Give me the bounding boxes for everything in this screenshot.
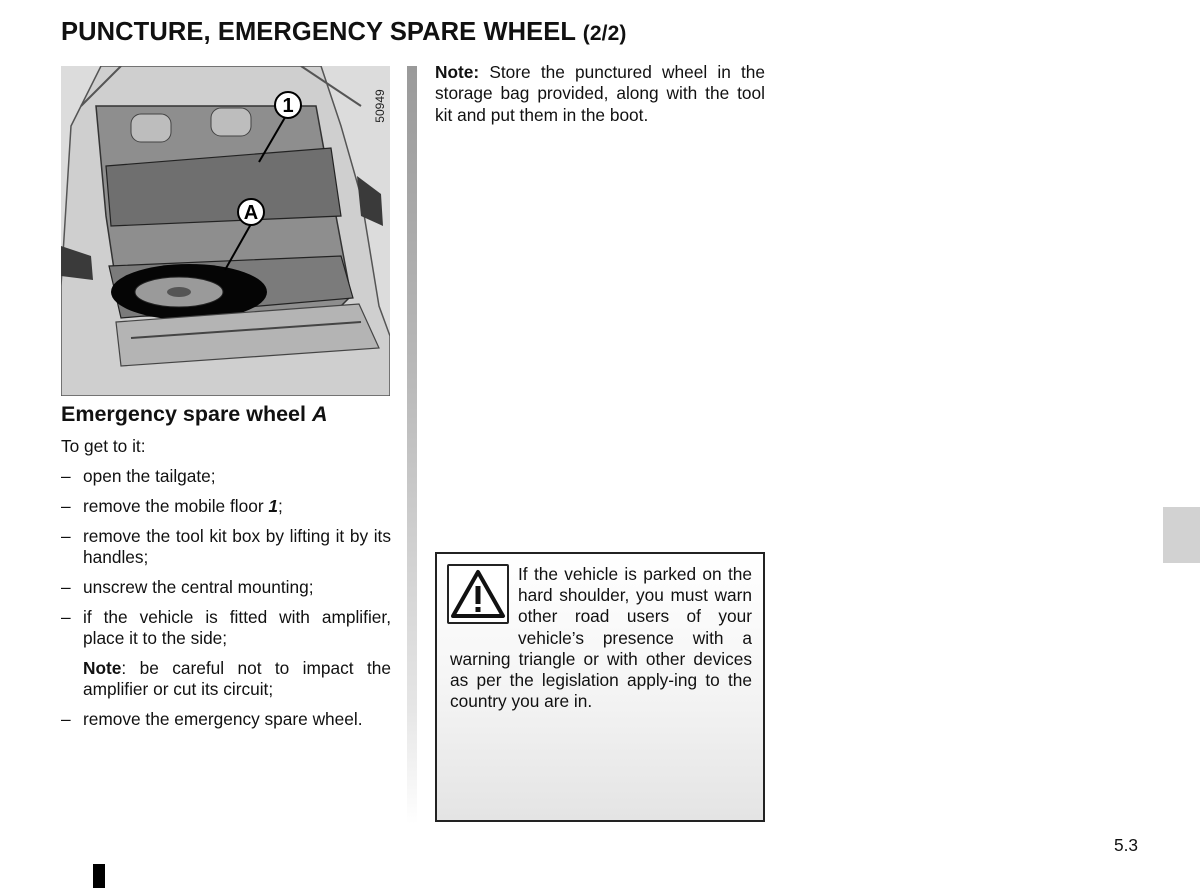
storage-note-label: Note: [435, 62, 480, 82]
warning-text: If the vehicle is parked on the hard shoulder, you must warn other road users of your vehicle’s presence with a warning triangle or with other devices as per the legislation apply-ing to the country you are in. [450, 564, 752, 712]
step-item: – remove the tool kit box by lifting it by its handles; [61, 526, 391, 568]
storage-note [435, 62, 765, 126]
page-part-indicator: (2/2) [582, 22, 627, 45]
warning-box [435, 552, 765, 822]
figure-reference-number: 50949 [373, 89, 387, 123]
step-text: remove the mobile floor [83, 496, 264, 516]
section-title [61, 400, 391, 428]
callout-a-label: A [243, 202, 259, 224]
page-title [61, 18, 626, 47]
steps-list [61, 466, 391, 730]
car-boot-drawing [61, 66, 390, 396]
column-divider [407, 66, 417, 824]
step-note-label: Note [83, 658, 122, 678]
intro-text: To get to it: [61, 436, 146, 456]
warning-text-block [450, 564, 752, 712]
boot-spare-wheel-illustration [61, 66, 390, 396]
callout-1-label: 1 [282, 95, 294, 117]
section-title-ref: A [311, 402, 328, 426]
page-number: 5.3 [1114, 835, 1139, 855]
left-column [61, 400, 391, 739]
step-ref: 1 [268, 496, 279, 516]
step-item: – open the tailgate; [61, 466, 391, 487]
chapter-tab [1163, 507, 1200, 563]
step-item [61, 496, 391, 517]
section-title-text: Emergency spare wheel [61, 402, 306, 426]
step-item: – remove the emergency spare wheel. [61, 709, 391, 730]
storage-note-text: Store the punctured wheel in the storage bag provided, along with the tool kit and put them in the boot. [435, 62, 765, 125]
page-title-text: PUNCTURE, EMERGENCY SPARE WHEEL [61, 18, 576, 46]
step-suffix: ; [278, 496, 283, 516]
step-note [61, 658, 391, 700]
step-note-text: : be careful not to impact the amplifier or cut its circuit; [83, 658, 391, 699]
corner-print-mark [93, 864, 105, 888]
step-item: – if the vehicle is fitted with amplifier, place it to the side; [61, 607, 391, 649]
step-item: – unscrew the central mounting; [61, 577, 391, 598]
